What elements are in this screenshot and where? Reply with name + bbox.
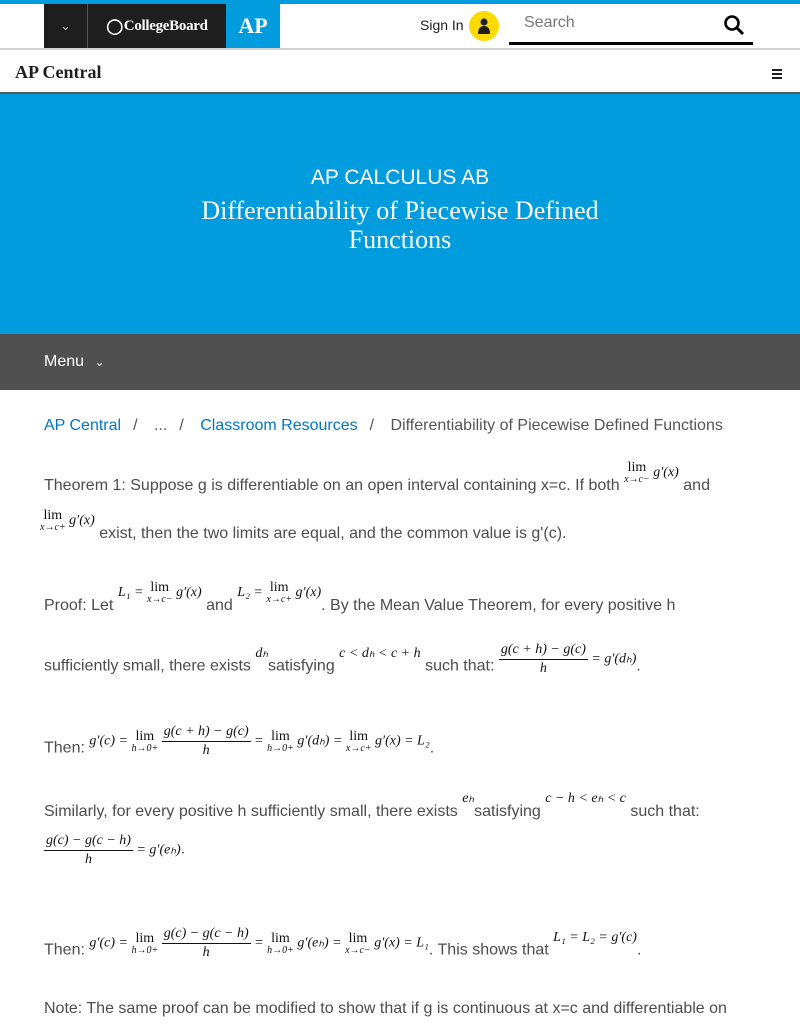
breadcrumb: AP Central / ... / Classroom Resources / Differentiability of Piecewise Defined Functions [44,417,723,434]
breadcrumb-classroom-resources[interactable]: Classroom Resources [200,417,358,434]
brand-block [44,4,226,48]
user-icon[interactable] [469,11,499,41]
note-line: Note: The same proof can be modified to show that if g is continuous at x=c and differentiable on [44,1000,727,1017]
formula-right-derivative: g′(c) = lim h→0+ $\frac{g(c + h) - g(c)}{h}$ = lim h→0+ g′(dₕ) = lim x→c+ g′(x) = L₂ [89,724,430,758]
ap-logo[interactable]: AP [226,4,280,48]
search-input[interactable]: Search [509,4,753,45]
sign-in-link[interactable]: Sign In [420,17,464,33]
hero-banner [0,94,800,334]
brand-dropdown-button[interactable] [44,4,88,48]
formula-right-limit: lim x→c+ g′(x) [40,508,95,533]
formula-dh: dₕ [255,645,269,661]
hamburger-menu-icon[interactable] [772,69,782,81]
global-header [0,4,800,50]
formula-mvt-right: $\frac{g(c + h) - g(c)}{h}$ = g′(dₕ) [500,642,637,676]
formula-left-limit: lim x→c− g′(x) [624,460,679,485]
proof-line-1: Proof: Let L₁ = lim x→c− g′(x) and L₂ = lim x→c+ g′(x). By the Mean Value Theorem, for every positive h [44,580,676,614]
formula-inequality-eh: c − h < eₕ < c [545,791,626,806]
breadcrumb-ap-central[interactable]: AP Central [44,417,122,434]
page-title: Differentiability of Piecewise Defined Functions [201,196,599,254]
menu-toggle[interactable]: Menu ⌄ [0,334,800,390]
formula-conclusion: L₁ = L₂ = g′(c) [553,929,637,945]
proof-line-4: Then: g′(c) = lim h→0+ $\frac{g(c) - g(c - h)}{h}$ = lim h→0+ g′(eₕ) = lim x→c− g′(x) = L₁. This shows that L₁ = L₂ = g′(c). [44,926,642,960]
formula-L1: L₁ = lim x→c− g′(x) [117,580,202,605]
acorn-icon: ◯ [106,18,124,35]
theorem-line-1: Theorem 1: Suppose g is differentiable on an open interval containing x=c. If both lim x→c− g′(x) and [44,460,710,494]
proof-line-3: Then: g′(c) = lim h→0+ $\frac{g(c + h) - g(c)}{h}$ = lim h→0+ g′(dₕ) = lim x→c+ g′(x) = L₂. [44,724,435,758]
collegeboard-logo[interactable]: ◯ CollegeBoard [106,17,208,35]
course-label: AP CALCULUS AB [310,166,490,189]
similarly-line-1: Similarly, for every positive h sufficiently small, there exists eₕsatisfying c − h < eₕ < c such that: [44,791,700,820]
breadcrumb-ellipsis[interactable]: ... [153,417,168,434]
chevron-down-icon: ⌄ [60,19,71,33]
breadcrumb-current: Differentiability of Piecewise Defined Functions [390,417,723,434]
site-header [0,50,800,94]
formula-mvt-left: $\frac{g(c) - g(c - h)}{h}$ = g′(eₕ) [46,833,181,867]
formula-eh: eₕ [462,791,475,806]
formula-L2: L₂ = lim x→c+ g′(x) [237,580,322,605]
formula-inequality-dh: c < dₕ < c + h [339,645,421,661]
chevron-down-icon: ⌄ [94,355,105,369]
search-icon[interactable] [723,14,745,36]
similarly-line-2: $\frac{g(c) - g(c - h)}{h}$ = g′(eₕ). [46,833,186,867]
site-title[interactable]: AP Central [15,62,102,82]
proof-line-2: sufficiently small, there exists dₕsatisfying c < dₕ < c + h such that: $\frac{g(c + h) - g(c)}{h}$ = g′(dₕ). [44,642,641,676]
formula-left-derivative: g′(c) = lim h→0+ $\frac{g(c) - g(c - h)}{h}$ = lim h→0+ g′(eₕ) = lim x→c− g′(x) = L₁ [89,926,429,960]
theorem-line-2: lim x→c+ g′(x) exist, then the two limits are equal, and the common value is g'(c). [40,508,567,542]
